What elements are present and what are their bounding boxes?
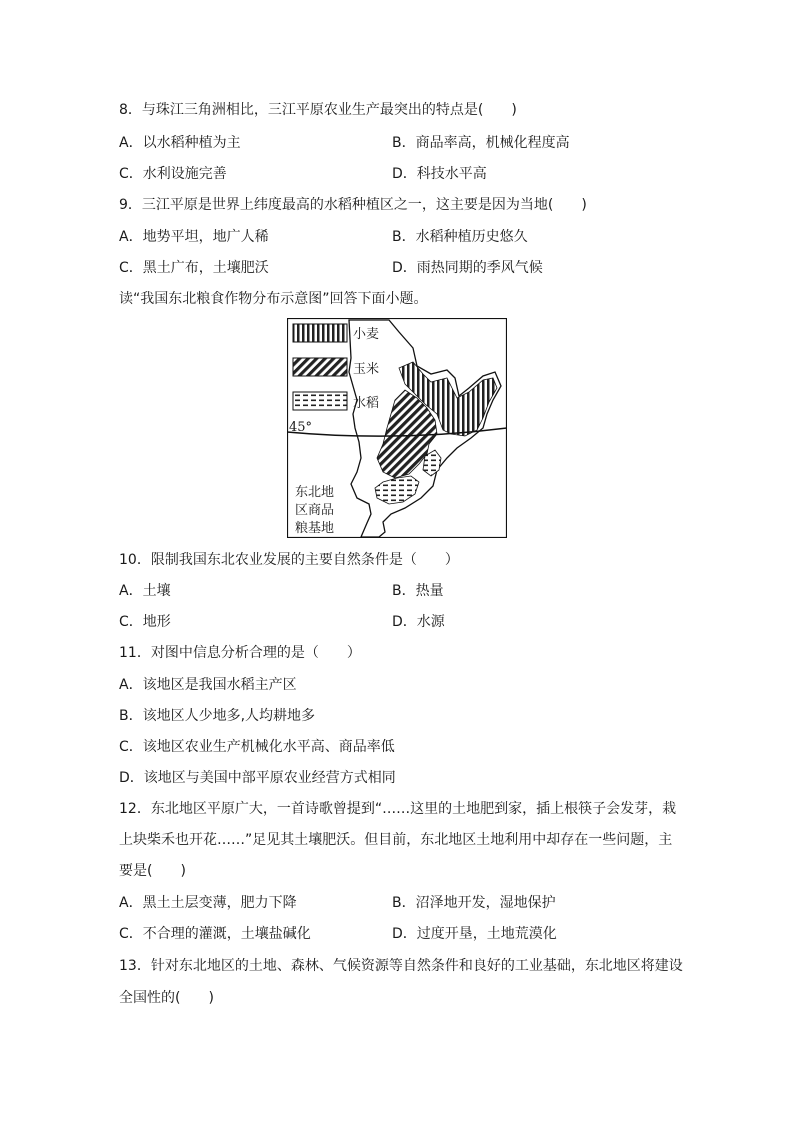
question-8-option-a[interactable]: A．以水稻种植为主 — [119, 135, 241, 151]
question-8-option-d[interactable]: D．科技水平高 — [392, 166, 487, 182]
question-12-stem-line-3: 要是( ) — [119, 863, 186, 879]
question-10-option-a[interactable]: A．土壤 — [119, 583, 171, 599]
question-8-option-c[interactable]: C．水利设施完善 — [119, 166, 227, 182]
question-12-stem-line-2: 上块柴禾也开花……”足见其土壤肥沃。但目前，东北地区土地利用中却存在一些问题，主 — [119, 832, 673, 848]
legend-rice-swatch — [293, 392, 347, 410]
question-9-option-a[interactable]: A．地势平坦，地广人稀 — [119, 229, 269, 245]
legend-rice-label: 水稻 — [353, 396, 380, 411]
question-10-stem: 10．限制我国东北农业发展的主要自然条件是（ ） — [119, 552, 459, 568]
question-12-option-b[interactable]: B．沼泽地开发，湿地保护 — [392, 895, 556, 911]
question-12-option-d[interactable]: D．过度开垦，土地荒漠化 — [392, 926, 557, 942]
question-11-option-b[interactable]: B．该地区人少地多,人均耕地多 — [119, 708, 316, 724]
question-11-stem: 11．对图中信息分析合理的是（ ） — [119, 645, 361, 661]
question-10-option-d[interactable]: D．水源 — [392, 614, 445, 630]
question-12-stem-line-1: 12．东北地区平原广大，一首诗歌曾提到“……这里的土地肥到家，插上根筷子会发芽，栽 — [119, 801, 677, 817]
legend-corn-label: 玉米 — [353, 362, 380, 377]
question-12-option-a[interactable]: A．黑土土层变薄，肥力下降 — [119, 895, 297, 911]
question-9-option-d[interactable]: D．雨热同期的季风气候 — [392, 260, 543, 276]
question-10-option-c[interactable]: C．地形 — [119, 614, 171, 630]
question-13-stem-line-2: 全国性的( ) — [119, 990, 214, 1006]
legend-corn-swatch — [293, 358, 347, 376]
question-11-option-d[interactable]: D．该地区与美国中部平原农业经营方式相同 — [119, 770, 396, 786]
question-8-option-b[interactable]: B．商品率高，机械化程度高 — [392, 135, 570, 151]
question-9-stem: 9．三江平原是世界上纬度最高的水稻种植区之一，这主要是因为当地( ) — [119, 197, 587, 213]
map-caption-line-1: 东北地 — [295, 485, 335, 500]
question-11-option-c[interactable]: C．该地区农业生产机械化水平高、商品率低 — [119, 739, 395, 755]
question-12-option-c[interactable]: C．不合理的灌溉，土壤盐碱化 — [119, 926, 311, 942]
question-9-option-b[interactable]: B．水稻种植历史悠久 — [392, 229, 528, 245]
question-8-stem: 8．与珠江三角洲相比，三江平原农业生产最突出的特点是( ) — [119, 102, 517, 118]
question-13-stem-line-1: 13．针对东北地区的土地、森林、气候资源等自然条件和良好的工业基础，东北地区将建设 — [119, 958, 683, 974]
map-caption-line-3: 粮基地 — [295, 521, 335, 536]
legend-wheat-label: 小麦 — [353, 327, 380, 342]
question-10-option-b[interactable]: B．热量 — [392, 583, 444, 599]
legend-wheat-swatch — [293, 324, 347, 342]
question-11-option-a[interactable]: A．该地区是我国水稻主产区 — [119, 677, 297, 693]
question-9-option-c[interactable]: C．黑土广布，土壤肥沃 — [119, 260, 269, 276]
northeast-crop-map — [287, 318, 507, 538]
map-intro: 读“我国东北粮食作物分布示意图”回答下面小题。 — [119, 291, 428, 307]
map-caption-line-2: 区商品 — [295, 503, 335, 518]
latitude-label: 45° — [289, 420, 313, 435]
